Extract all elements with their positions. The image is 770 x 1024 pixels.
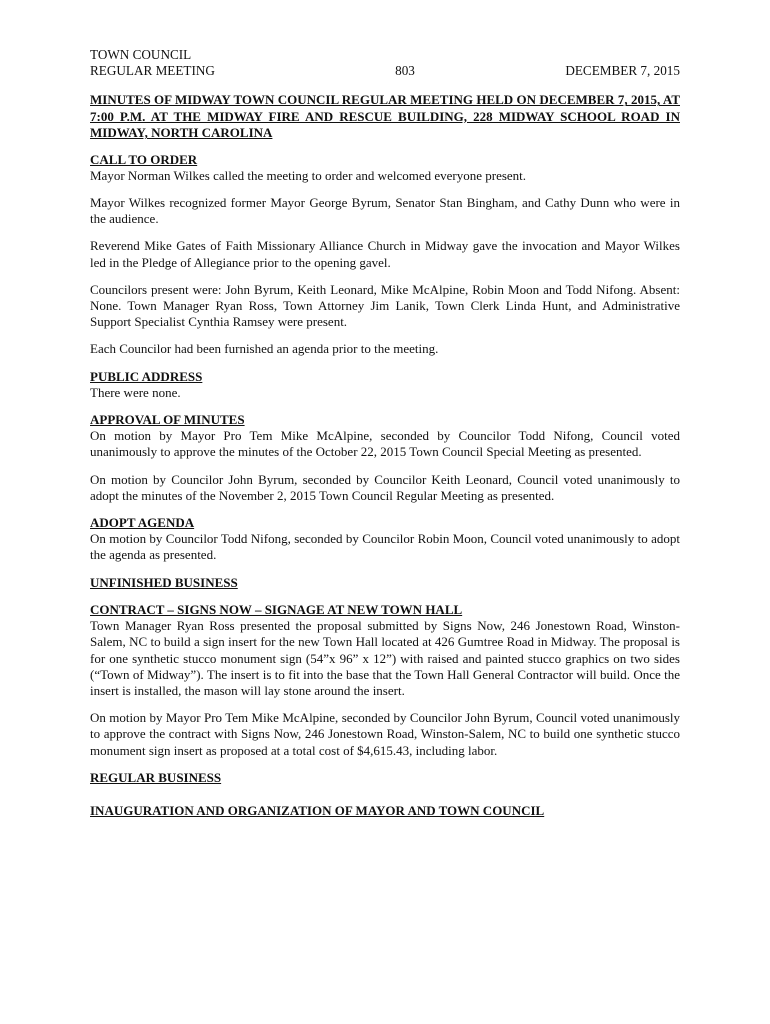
- section-heading-inauguration: INAUGURATION AND ORGANIZATION OF MAYOR AND TOWN COUNCIL: [90, 802, 545, 818]
- section-heading-regular-business: REGULAR BUSINESS: [90, 769, 222, 785]
- section-inauguration: [90, 803, 680, 819]
- page-header: [90, 47, 680, 79]
- paragraph: Mayor Wilkes recognized former Mayor George Byrum, Senator Stan Bingham, and Cathy Dunn who were in the audience.: [90, 195, 680, 227]
- section-contract-signs-now: [90, 602, 680, 699]
- section-public-address: [90, 369, 680, 401]
- paragraph: Councilors present were: John Byrum, Keith Leonard, Mike McAlpine, Robin Moon and Todd Nifong. Absent: None. Town Manager Ryan Ross, Town Attorney Jim Lanik, Town Clerk Linda Hunt, and Administrative Support Specialist Cynthia Ramsey were present.: [90, 281, 680, 330]
- header-date: DECEMBER 7, 2015: [565, 63, 680, 79]
- paragraph: Each Councilor had been furnished an agenda prior to the meeting.: [90, 341, 439, 357]
- document-title: MINUTES OF MIDWAY TOWN COUNCIL REGULAR MEETING HELD ON DECEMBER 7, 2015, AT 7:00 P.M. AT THE MIDWAY FIRE AND RESCUE BUILDING, 228 MIDWAY SCHOOL ROAD IN MIDWAY, NORTH CAROLINA: [90, 92, 680, 141]
- header-page-number: 803: [395, 63, 415, 79]
- paragraph: On motion by Mayor Pro Tem Mike McAlpine, seconded by Councilor Todd Nifong, Council voted unanimously to approve the minutes of the October 22, 2015 Town Council Special Meeting as presented.: [90, 428, 680, 460]
- document-page: [90, 47, 680, 819]
- paragraph: On motion by Councilor Todd Nifong, seconded by Councilor Robin Moon, Council voted unanimously to adopt the agenda as presented.: [90, 531, 680, 563]
- header-meeting-type: REGULAR MEETING: [90, 63, 215, 79]
- paragraph: Mayor Norman Wilkes called the meeting to order and welcomed everyone present.: [90, 167, 527, 183]
- section-heading-adopt-agenda: ADOPT AGENDA: [90, 515, 195, 531]
- section-heading-contract-signs-now: CONTRACT – SIGNS NOW – SIGNAGE AT NEW TOWN HALL: [90, 601, 463, 617]
- paragraph: There were none.: [90, 384, 181, 400]
- section-heading-call-to-order: CALL TO ORDER: [90, 151, 198, 167]
- paragraph: On motion by Councilor John Byrum, seconded by Councilor Keith Leonard, Council voted unanimously to adopt the minutes of the November 2, 2015 Town Council Regular Meeting as presented.: [90, 471, 680, 503]
- section-heading-public-address: PUBLIC ADDRESS: [90, 368, 203, 384]
- section-call-to-order: [90, 152, 680, 184]
- section-heading-approval-of-minutes: APPROVAL OF MINUTES: [90, 412, 245, 428]
- header-row: [90, 63, 680, 79]
- header-council-label: TOWN COUNCIL: [90, 47, 192, 62]
- section-approval-of-minutes: [90, 412, 680, 461]
- section-adopt-agenda: [90, 515, 680, 564]
- section-heading-unfinished-business: UNFINISHED BUSINESS: [90, 574, 238, 590]
- paragraph: Town Manager Ryan Ross presented the proposal submitted by Signs Now, 246 Jonestown Road, Winston-Salem, NC to build a sign insert for the new Town Hall located at 426 Gumtree Road in Midway. The proposal is for one synthetic stucco monument sign (54”x 96” x 12”) with raised and painted stucco graphics on two sides (“Town of Midway”). The insert is to fit into the base that the Town Hall General Contractor will build. Once the insert is installed, the mason will lay stone around the insert.: [90, 618, 680, 698]
- section-regular-business: [90, 770, 680, 786]
- section-unfinished-business: [90, 575, 680, 591]
- paragraph: Reverend Mike Gates of Faith Missionary Alliance Church in Midway gave the invocation and Mayor Wilkes led in the Pledge of Allegiance prior to the opening gavel.: [90, 238, 680, 270]
- paragraph: On motion by Mayor Pro Tem Mike McAlpine, seconded by Councilor John Byrum, Council voted unanimously to approve the contract with Signs Now, 246 Jonestown Road, Winston-Salem, NC to build one synthetic stucco monument sign insert as proposed at a total cost of $4,615.43, including labor.: [90, 710, 680, 758]
